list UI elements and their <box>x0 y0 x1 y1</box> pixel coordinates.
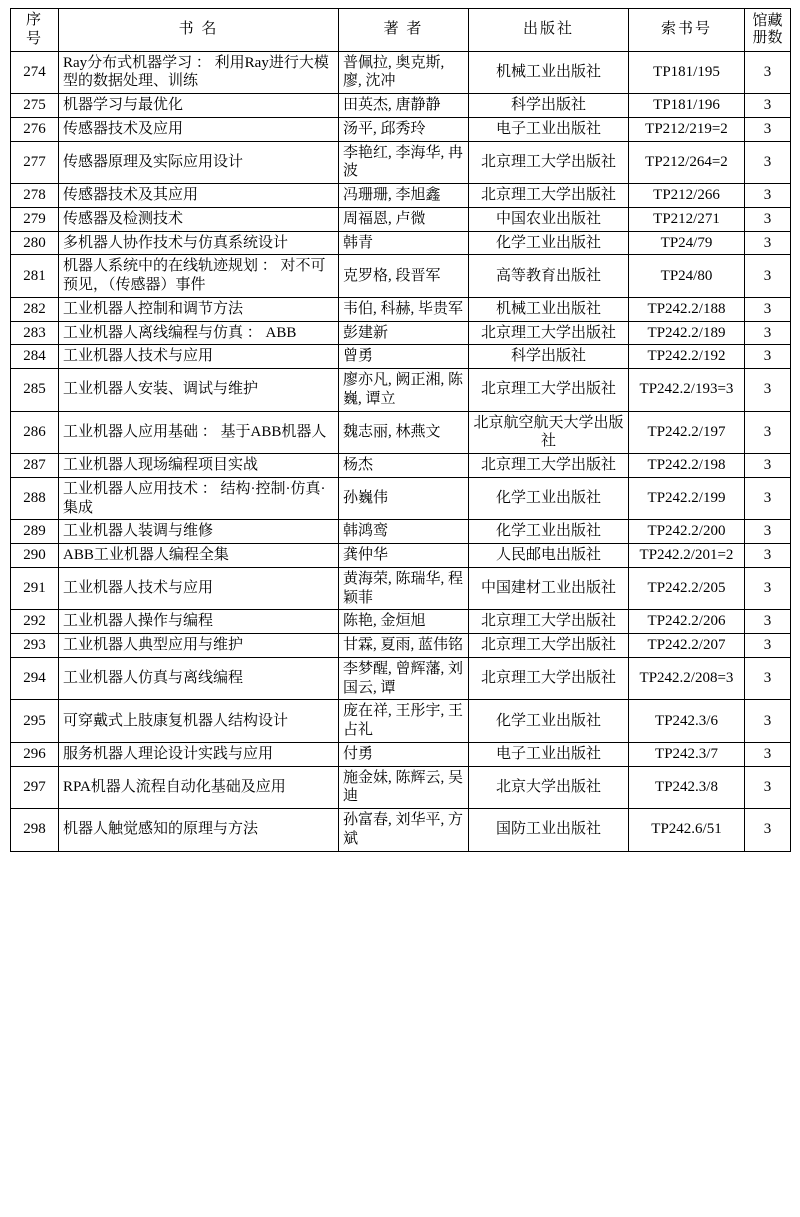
cell-author: 汤平, 邱秀玲 <box>339 117 469 141</box>
table-row <box>11 207 791 231</box>
table-row <box>11 321 791 345</box>
cell-title: 传感器原理及实际应用设计 <box>59 141 339 184</box>
cell-publisher: 科学出版社 <box>469 94 629 118</box>
cell-no: 291 <box>11 567 59 610</box>
table-row <box>11 634 791 658</box>
cell-call-no: TP212/264=2 <box>629 141 745 184</box>
cell-count: 3 <box>745 345 791 369</box>
cell-title: 工业机器人控制和调节方法 <box>59 297 339 321</box>
table-row <box>11 369 791 412</box>
cell-count: 3 <box>745 809 791 852</box>
cell-author: 韩鸿鸾 <box>339 520 469 544</box>
column-header-count-line2: 册数 <box>752 29 783 46</box>
cell-publisher: 中国农业出版社 <box>469 207 629 231</box>
cell-call-no: TP242.2/201=2 <box>629 544 745 568</box>
cell-title: 工业机器人仿真与离线编程 <box>59 657 339 700</box>
table-body <box>11 51 791 851</box>
cell-count: 3 <box>745 411 791 454</box>
cell-publisher: 北京大学出版社 <box>469 766 629 809</box>
column-header-call-no: 索书号 <box>629 9 745 52</box>
cell-title: 工业机器人现场编程项目实战 <box>59 454 339 478</box>
cell-author: 田英杰, 唐静静 <box>339 94 469 118</box>
cell-call-no: TP212/219=2 <box>629 117 745 141</box>
cell-publisher: 化学工业出版社 <box>469 520 629 544</box>
cell-no: 274 <box>11 51 59 94</box>
cell-author: 冯珊珊, 李旭鑫 <box>339 184 469 208</box>
cell-title: 工业机器人装调与维修 <box>59 520 339 544</box>
cell-count: 3 <box>745 567 791 610</box>
cell-no: 279 <box>11 207 59 231</box>
cell-publisher: 机械工业出版社 <box>469 297 629 321</box>
cell-title: 机器人系统中的在线轨迹规划 ： 对不可预见，（传感器）事件 <box>59 255 339 298</box>
cell-count: 3 <box>745 141 791 184</box>
cell-publisher: 电子工业出版社 <box>469 742 629 766</box>
cell-no: 289 <box>11 520 59 544</box>
cell-author: 魏志丽, 林燕文 <box>339 411 469 454</box>
cell-no: 293 <box>11 634 59 658</box>
cell-count: 3 <box>745 184 791 208</box>
cell-author: 曾勇 <box>339 345 469 369</box>
cell-count: 3 <box>745 255 791 298</box>
cell-author: 李艳红, 李海华, 冉波 <box>339 141 469 184</box>
table-row <box>11 700 791 743</box>
cell-author: 韦伯, 科赫, 毕贵军 <box>339 297 469 321</box>
cell-publisher: 北京理工大学出版社 <box>469 610 629 634</box>
cell-publisher: 化学工业出版社 <box>469 700 629 743</box>
cell-count: 3 <box>745 544 791 568</box>
cell-author: 施金妹, 陈辉云, 吴迪 <box>339 766 469 809</box>
cell-count: 3 <box>745 207 791 231</box>
cell-call-no: TP242.2/199 <box>629 477 745 520</box>
cell-title: ABB工业机器人编程全集 <box>59 544 339 568</box>
cell-author: 庞在祥, 王彤宇, 王占礼 <box>339 700 469 743</box>
cell-title: 传感器技术及其应用 <box>59 184 339 208</box>
cell-publisher: 电子工业出版社 <box>469 117 629 141</box>
table-row <box>11 742 791 766</box>
cell-publisher: 北京航空航天大学出版社 <box>469 411 629 454</box>
cell-title: 工业机器人操作与编程 <box>59 610 339 634</box>
cell-title: 机器学习与最优化 <box>59 94 339 118</box>
cell-no: 294 <box>11 657 59 700</box>
cell-call-no: TP242.2/189 <box>629 321 745 345</box>
cell-count: 3 <box>745 117 791 141</box>
cell-no: 297 <box>11 766 59 809</box>
cell-call-no: TP181/196 <box>629 94 745 118</box>
cell-author: 陈艳, 金烜旭 <box>339 610 469 634</box>
cell-count: 3 <box>745 454 791 478</box>
cell-no: 283 <box>11 321 59 345</box>
cell-publisher: 北京理工大学出版社 <box>469 657 629 700</box>
book-list-table <box>10 8 791 852</box>
cell-call-no: TP242.6/51 <box>629 809 745 852</box>
table-row <box>11 520 791 544</box>
cell-no: 276 <box>11 117 59 141</box>
cell-call-no: TP212/271 <box>629 207 745 231</box>
cell-count: 3 <box>745 231 791 255</box>
cell-title: 工业机器人典型应用与维护 <box>59 634 339 658</box>
column-header-publisher: 出版社 <box>469 9 629 52</box>
table-row <box>11 411 791 454</box>
cell-no: 284 <box>11 345 59 369</box>
cell-title: 工业机器人技术与应用 <box>59 567 339 610</box>
cell-title: 多机器人协作技术与仿真系统设计 <box>59 231 339 255</box>
cell-no: 295 <box>11 700 59 743</box>
table-row <box>11 184 791 208</box>
cell-no: 280 <box>11 231 59 255</box>
cell-count: 3 <box>745 94 791 118</box>
cell-no: 281 <box>11 255 59 298</box>
cell-publisher: 北京理工大学出版社 <box>469 141 629 184</box>
table-row <box>11 117 791 141</box>
cell-call-no: TP242.3/7 <box>629 742 745 766</box>
cell-no: 285 <box>11 369 59 412</box>
cell-title: 工业机器人离线编程与仿真 ： ABB <box>59 321 339 345</box>
column-header-count <box>745 9 791 52</box>
cell-title: 工业机器人安装、调试与维护 <box>59 369 339 412</box>
column-header-no: 序 号 <box>11 9 59 52</box>
table-row <box>11 231 791 255</box>
table-row <box>11 255 791 298</box>
cell-call-no: TP212/266 <box>629 184 745 208</box>
cell-call-no: TP242.2/193=3 <box>629 369 745 412</box>
table-row <box>11 766 791 809</box>
cell-call-no: TP242.3/8 <box>629 766 745 809</box>
cell-author: 杨杰 <box>339 454 469 478</box>
table-row <box>11 345 791 369</box>
cell-call-no: TP242.2/197 <box>629 411 745 454</box>
cell-count: 3 <box>745 634 791 658</box>
cell-author: 彭建新 <box>339 321 469 345</box>
cell-author: 韩青 <box>339 231 469 255</box>
cell-count: 3 <box>745 51 791 94</box>
cell-no: 277 <box>11 141 59 184</box>
column-header-author: 著 者 <box>339 9 469 52</box>
table-row <box>11 141 791 184</box>
cell-no: 296 <box>11 742 59 766</box>
cell-publisher: 科学出版社 <box>469 345 629 369</box>
cell-call-no: TP242.2/208=3 <box>629 657 745 700</box>
cell-author: 廖亦凡, 阙正湘, 陈巍, 谭立 <box>339 369 469 412</box>
cell-no: 278 <box>11 184 59 208</box>
cell-no: 288 <box>11 477 59 520</box>
cell-count: 3 <box>745 369 791 412</box>
cell-call-no: TP181/195 <box>629 51 745 94</box>
cell-publisher: 高等教育出版社 <box>469 255 629 298</box>
cell-author: 普佩拉, 奥克斯, 廖, 沈冲 <box>339 51 469 94</box>
cell-call-no: TP242.2/200 <box>629 520 745 544</box>
cell-title: 服务机器人理论设计实践与应用 <box>59 742 339 766</box>
cell-publisher: 北京理工大学出版社 <box>469 321 629 345</box>
cell-count: 3 <box>745 520 791 544</box>
cell-call-no: TP242.2/188 <box>629 297 745 321</box>
cell-publisher: 机械工业出版社 <box>469 51 629 94</box>
column-header-count-line1: 馆藏 <box>752 13 783 30</box>
table-row <box>11 567 791 610</box>
cell-count: 3 <box>745 297 791 321</box>
cell-author: 克罗格, 段晋军 <box>339 255 469 298</box>
cell-count: 3 <box>745 610 791 634</box>
cell-count: 3 <box>745 657 791 700</box>
cell-no: 287 <box>11 454 59 478</box>
cell-call-no: TP242.2/206 <box>629 610 745 634</box>
cell-publisher: 人民邮电出版社 <box>469 544 629 568</box>
cell-title: Ray分布式机器学习 ： 利用Ray进行大模型的数据处理、训练 <box>59 51 339 94</box>
table-row <box>11 94 791 118</box>
cell-publisher: 化学工业出版社 <box>469 231 629 255</box>
cell-count: 3 <box>745 477 791 520</box>
cell-no: 290 <box>11 544 59 568</box>
cell-no: 292 <box>11 610 59 634</box>
cell-call-no: TP242.2/207 <box>629 634 745 658</box>
cell-author: 龚仲华 <box>339 544 469 568</box>
cell-count: 3 <box>745 766 791 809</box>
table-row <box>11 544 791 568</box>
cell-no: 282 <box>11 297 59 321</box>
cell-call-no: TP24/79 <box>629 231 745 255</box>
cell-no: 298 <box>11 809 59 852</box>
cell-author: 甘霖, 夏雨, 蓝伟铭 <box>339 634 469 658</box>
cell-publisher: 化学工业出版社 <box>469 477 629 520</box>
cell-call-no: TP242.2/205 <box>629 567 745 610</box>
table-row <box>11 657 791 700</box>
table-row <box>11 454 791 478</box>
cell-publisher: 北京理工大学出版社 <box>469 184 629 208</box>
table-row <box>11 610 791 634</box>
column-header-title: 书 名 <box>59 9 339 52</box>
cell-title: 可穿戴式上肢康复机器人结构设计 <box>59 700 339 743</box>
cell-author: 李梦醒, 曾辉藩, 刘国云, 谭 <box>339 657 469 700</box>
cell-count: 3 <box>745 742 791 766</box>
table-row <box>11 809 791 852</box>
cell-publisher: 北京理工大学出版社 <box>469 634 629 658</box>
cell-title: 传感器技术及应用 <box>59 117 339 141</box>
cell-title: RPA机器人流程自动化基础及应用 <box>59 766 339 809</box>
cell-title: 传感器及检测技术 <box>59 207 339 231</box>
table-row <box>11 477 791 520</box>
cell-call-no: TP242.3/6 <box>629 700 745 743</box>
table-row <box>11 51 791 94</box>
table-header-row <box>11 9 791 52</box>
cell-count: 3 <box>745 700 791 743</box>
cell-author: 付勇 <box>339 742 469 766</box>
table-header <box>11 9 791 52</box>
cell-title: 工业机器人应用基础 ： 基于ABB机器人 <box>59 411 339 454</box>
cell-call-no: TP24/80 <box>629 255 745 298</box>
cell-author: 孙巍伟 <box>339 477 469 520</box>
cell-author: 周福恩, 卢微 <box>339 207 469 231</box>
cell-title: 工业机器人应用技术 ： 结构·控制·仿真·集成 <box>59 477 339 520</box>
cell-no: 275 <box>11 94 59 118</box>
cell-author: 孙富春, 刘华平, 方斌 <box>339 809 469 852</box>
cell-publisher: 中国建材工业出版社 <box>469 567 629 610</box>
table-row <box>11 297 791 321</box>
cell-call-no: TP242.2/198 <box>629 454 745 478</box>
cell-title: 机器人触觉感知的原理与方法 <box>59 809 339 852</box>
cell-count: 3 <box>745 321 791 345</box>
cell-publisher: 国防工业出版社 <box>469 809 629 852</box>
cell-publisher: 北京理工大学出版社 <box>469 369 629 412</box>
cell-author: 黄海荣, 陈瑞华, 程颖菲 <box>339 567 469 610</box>
cell-call-no: TP242.2/192 <box>629 345 745 369</box>
cell-publisher: 北京理工大学出版社 <box>469 454 629 478</box>
cell-no: 286 <box>11 411 59 454</box>
cell-title: 工业机器人技术与应用 <box>59 345 339 369</box>
